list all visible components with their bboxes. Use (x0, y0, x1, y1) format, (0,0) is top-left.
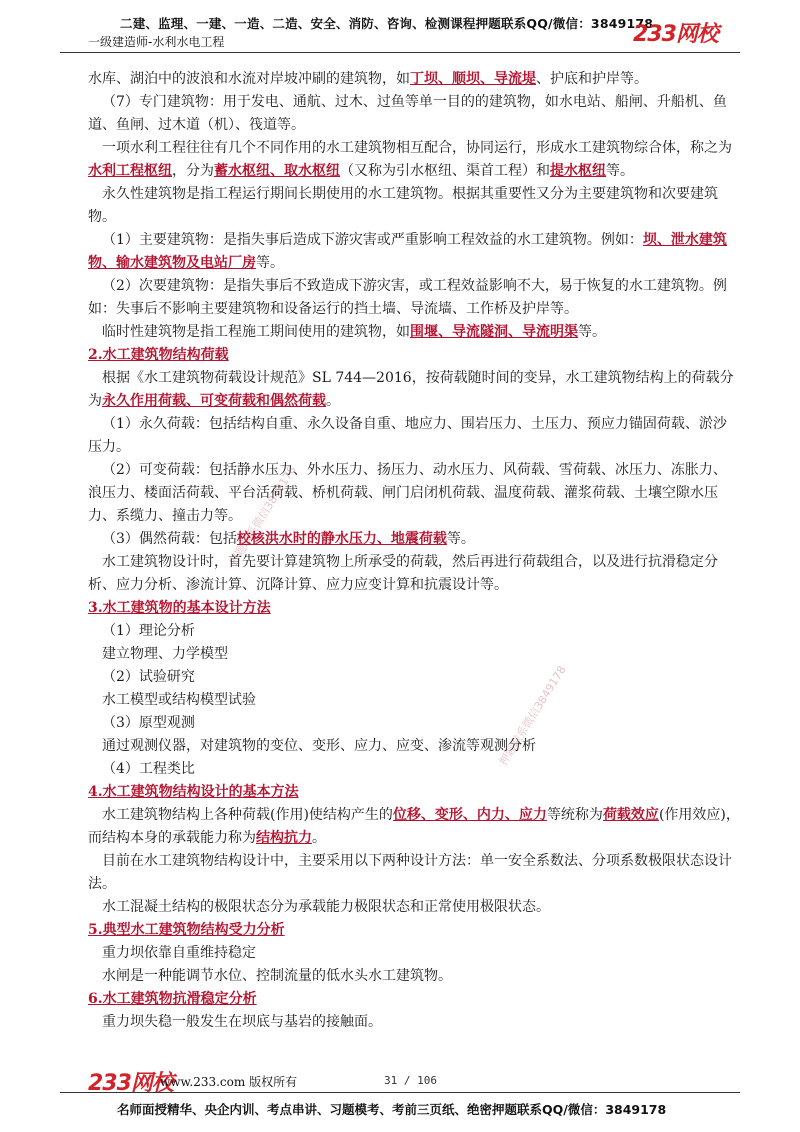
highlight: 提水枢纽 (550, 163, 606, 179)
paragraph: （1）永久荷载：包括结构自重、永久设备自重、地应力、围岩压力、土压力、预应力锚固荷载、淤沙压力。 (88, 416, 727, 455)
paragraph: 目前在水工建筑物结构设计中，主要采用以下两种设计方法：单一安全系数法、分项系数极限状态设计法。 (88, 853, 732, 892)
paragraph: 一项水利工程往往有几个不同作用的水工建筑物相互配合，协同运行，形成水工建筑物综合体，称之为水利工程枢纽，分为蓄水枢纽、取水枢纽（又称为引水枢纽、渠首工程）和提水枢纽等。 (88, 140, 732, 179)
highlight: 结构抗力 (256, 830, 312, 846)
header-divider (60, 52, 740, 53)
paragraph: （3）原型观测 (102, 715, 195, 731)
highlight: 永久作用荷载、可变荷载和偶然荷载 (102, 393, 326, 409)
highlight: 位移、变形、内力、应力 (392, 807, 547, 823)
footer-promo-text: 名师面授精华、央企内训、考点串讲、习题模考、考前三页纸、绝密押题联系QQ/微信：3849178 (117, 1102, 667, 1117)
highlight: 丁坝、顺坝、导流堤 (410, 71, 536, 87)
section-heading: 6.水工建筑物抗滑稳定分析 (88, 991, 257, 1007)
watermark: 押题联系微信3849178 (496, 663, 569, 768)
paragraph: 根据《水工建筑物荷载设计规范》SL 744—2016，按荷载随时间的变异，水工建筑物结构上的荷载分为永久作用荷载、可变荷载和偶然荷载。 (88, 370, 734, 409)
paragraph: （1）主要建筑物：是指失事后造成下游灾害或严重影响工程效益的水工建筑物。例如：坝、泄水建筑物、输水建筑物及电站厂房等。 (88, 232, 727, 271)
paragraph: 重力坝失稳一般发生在坝底与基岩的接触面。 (102, 1014, 382, 1030)
section-heading: 2.水工建筑物结构荷载 (88, 347, 229, 363)
paragraph: 重力坝依靠自重维持稳定 (102, 945, 256, 961)
paragraph: （1）理论分析 (102, 623, 195, 639)
paragraph: 水库、湖泊中的波浪和水流对岸坡冲刷的建筑物，如丁坝、顺坝、导流堤、护底和护岸等。 (88, 71, 648, 87)
footer-divider (60, 1092, 740, 1093)
paragraph: 水工模型或结构模型试验 (102, 692, 256, 708)
watermark: 押题联系微信3849178 (226, 463, 299, 568)
highlight: 水利工程枢纽 (88, 163, 172, 179)
highlight: 坝、泄水建筑物、输水建筑物及电站厂房 (88, 232, 727, 271)
paragraph: 水工建筑物设计时，首先要计算建筑物上所承受的荷载，然后再进行荷载组合，以及进行抗滑稳定分析、应力分析、渗流计算、沉降计算、应力应变计算和抗震设计等。 (88, 554, 718, 593)
section-heading: 4.水工建筑物结构设计的基本方法 (88, 784, 299, 800)
highlight: 蓄水枢纽、取水枢纽 (214, 163, 340, 179)
document-body (88, 68, 740, 1034)
paragraph: 水工混凝土结构的极限状态分为承载能力极限状态和正常使用极限状态。 (102, 899, 550, 915)
highlight: 荷载效应 (602, 807, 659, 823)
highlight: 围堰、导流隧洞、导流明渠 (410, 324, 578, 340)
brand-logo: 233网校 (633, 22, 718, 47)
header-subject-title: 一级建造师-水利水电工程 (88, 35, 225, 49)
paragraph: （7）专门建筑物：用于发电、通航、过木、过鱼等单一目的的建筑物，如水电站、船闸、升船机、鱼道、鱼闸、过木道（机）、筏道等。 (88, 94, 727, 133)
paragraph: 建立物理、力学模型 (102, 646, 228, 662)
section-heading: 5.典型水工建筑物结构受力分析 (88, 922, 285, 938)
page-number: 31 / 106 (384, 1074, 437, 1087)
paragraph: （3）偶然荷载：包括校核洪水时的静水压力、地震荷载等。 (102, 531, 475, 547)
paragraph: （2）可变荷载：包括静水压力、外水压力、扬压力、动水压力、风荷载、雪荷载、冰压力、冻胀力、浪压力、楼面活荷载、平台活荷载、桥机荷载、闸门启闭机荷载、温度荷载、灌浆荷载、土壤空隙水压力、系缆力、撞击力等。 (88, 462, 727, 524)
footer-copyright: www.233.com 版权所有 (160, 1075, 298, 1089)
paragraph: （2）试验研究 (102, 669, 195, 685)
paragraph: 通过观测仪器，对建筑物的变位、变形、应力、应变、渗流等观测分析 (102, 738, 536, 754)
section-heading: 3.水工建筑物的基本设计方法 (88, 600, 271, 616)
footer-brand-logo: 233网校 (88, 1071, 173, 1096)
paragraph: 水闸是一种能调节水位、控制流量的低水头水工建筑物。 (102, 968, 452, 984)
paragraph: 临时性建筑物是指工程施工期间使用的建筑物，如围堰、导流隧洞、导流明渠等。 (102, 324, 606, 340)
paragraph: 永久性建筑物是指工程运行期间长期使用的水工建筑物。根据其重要性又分为主要建筑物和次要建筑物。 (88, 186, 718, 225)
header-promo-text: 二建、监理、一建、一造、二造、安全、消防、咨询、检测课程押题联系QQ/微信：3849178 (120, 16, 654, 31)
highlight: 校核洪水时的静水压力、地震荷载 (236, 531, 447, 547)
paragraph: （4）工程类比 (102, 761, 195, 777)
paragraph: 水工建筑物结构上各种荷载(作用)使结构产生的位移、变形、内力、应力等统称为荷载效应(作用效应)，而结构本身的承载能力称为结构抗力。 (88, 807, 740, 846)
paragraph: （2）次要建筑物：是指失事后不致造成下游灾害，或工程效益影响不大，易于恢复的水工建筑物。例如：失事后不影响主要建筑物和设备运行的挡土墙、导流墙、工作桥及护岸等。 (88, 278, 727, 317)
